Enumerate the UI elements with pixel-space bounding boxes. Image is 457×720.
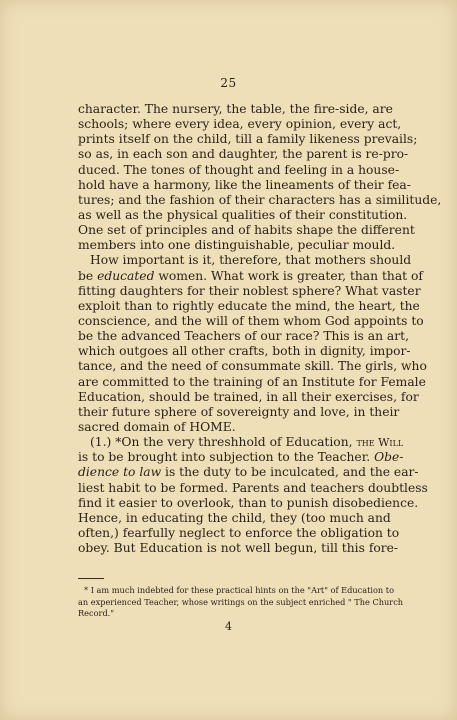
text-line: duced. The tones of thought and feeling in a house-: [78, 162, 400, 177]
text-line: as well as the physical qualities of their constitution.: [78, 207, 408, 222]
footnote-rule: [78, 578, 104, 579]
text-line: which outgoes all other crafts, both in dignity, impor-: [78, 344, 411, 359]
text-line: members into one distinguishable, peculiar mould.: [78, 238, 396, 253]
small-caps-run: the Will: [356, 436, 404, 450]
text-line: so as, in each son and daughter, the parent is re-pro-: [78, 147, 409, 162]
text-line: their future sphere of sovereignty and love, in their: [78, 404, 400, 419]
text-line: hold have a harmony, like the lineaments of their fea-: [78, 177, 411, 192]
text-line: [78, 268, 423, 284]
text-line: are committed to the training of an Institute for Female: [78, 374, 426, 389]
text-run: (1.) *On the very threshhold of Education,: [90, 435, 357, 450]
text-line: be the advanced Teachers of our race? This is an art,: [78, 329, 409, 344]
text-line: tance, and the need of consummate skill. The girls, who: [78, 359, 427, 374]
footnote-line: an experienced Teacher, whose writings on the subject enriched " The Church: [78, 596, 404, 607]
text-line: find it easier to overlook, than to punish disobedience.: [78, 495, 419, 510]
text-run: women. What work is greater, than that of: [154, 268, 423, 283]
text-line: One set of principles and of habits shape the different: [78, 223, 415, 238]
text-line: fitting daughters for their noblest sphere? What vaster: [78, 283, 421, 298]
italic-run: Obe-: [374, 450, 404, 465]
text-line: sacred domain of HOME.: [78, 419, 236, 434]
page-number: 25: [220, 76, 237, 90]
italic-run: dience to law: [78, 465, 162, 480]
text-line: [78, 465, 419, 480]
footnote: [78, 585, 404, 620]
text-line: tures; and the fashion of their characters has a similitude,: [78, 192, 442, 207]
footnote-line: * I am much indebted for these practical hints on the "Art" of Education to: [84, 585, 395, 595]
body-text: [78, 102, 442, 556]
text-line: Education, should be trained, in all their exercises, for: [78, 389, 419, 404]
text-run: be: [78, 268, 98, 283]
text-run: is to be brought into subjection to the Teacher.: [78, 450, 375, 465]
signature-mark: 4: [225, 620, 232, 633]
footnote-line: Record.": [78, 608, 115, 618]
italic-run: educated: [97, 268, 155, 283]
text-line: obey. But Education is not well begun, till this fore-: [78, 541, 399, 556]
text-line: schools; where every idea, every opinion, every act,: [78, 117, 402, 132]
text-line: How important is it, therefore, that mothers should: [90, 253, 412, 268]
text-line: [78, 450, 404, 465]
text-line: [78, 435, 404, 450]
text-line: character. The nursery, the table, the fire-side, are: [78, 102, 393, 116]
text-line: exploit than to rightly educate the mind, the heart, the: [78, 298, 420, 313]
text-line: liest habit to be formed. Parents and teachers doubtless: [78, 480, 428, 495]
text-line: often,) fearfully neglect to enforce the obligation to: [78, 525, 400, 540]
text-line: prints itself on the child, till a family likeness prevails;: [78, 132, 418, 147]
text-line: conscience, and the will of them whom God appoints to: [78, 313, 424, 328]
text-run: is the duty to be inculcated, and the ear-: [161, 465, 419, 480]
text-line: Hence, in educating the child, they (too much and: [78, 510, 391, 525]
